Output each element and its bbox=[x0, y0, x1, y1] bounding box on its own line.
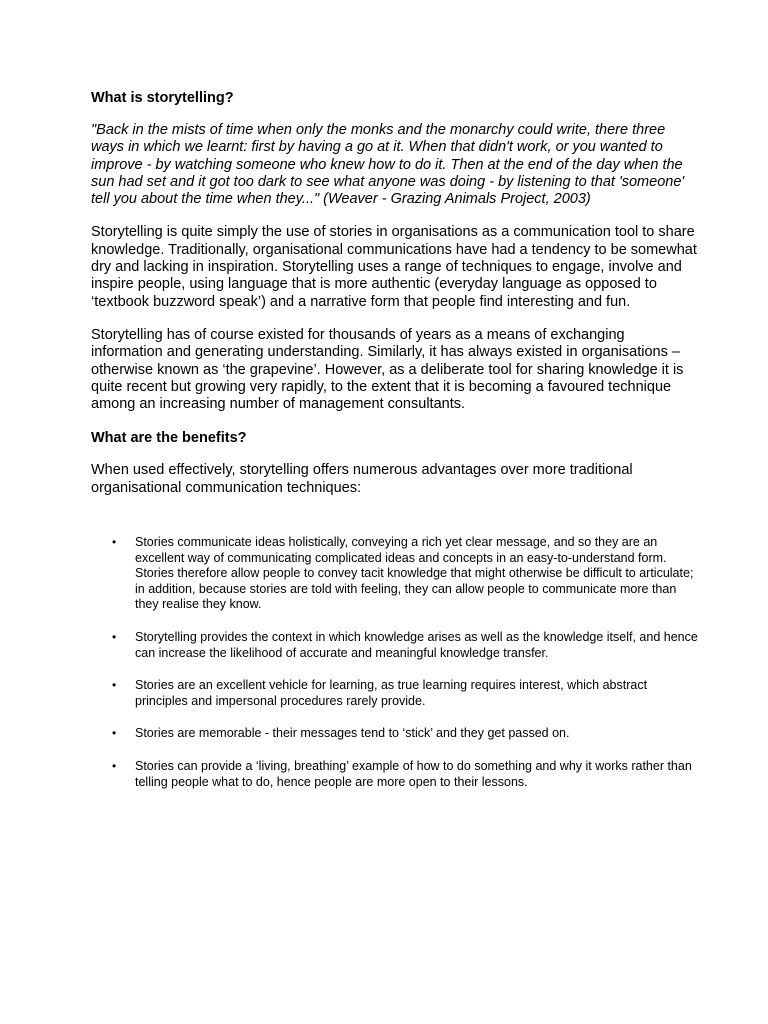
paragraph-advantages-intro: When used effectively, storytelling offers numerous advantages over more traditional organisational communication techniques: bbox=[91, 462, 633, 496]
list-item bbox=[91, 630, 698, 661]
paragraph-definition: Storytelling is quite simply the use of stories in organisations as a communication tool to share knowledge. Traditionally, organisational communications have had a tendency to be somewhat dry and lacking in inspiration. Storytelling uses a range of techniques to engage, involve and inspire people, using language that is more authentic (everyday language as opposed to ‘textbook buzzword speak’) and a narrative form that people find interesting and fun. bbox=[91, 224, 697, 310]
bullet-icon: • bbox=[112, 678, 117, 693]
list-item bbox=[91, 759, 698, 790]
list-item-text: Stories are memorable - their messages tend to ‘stick’ and they get passed on. bbox=[135, 726, 570, 741]
list-item-text: Stories communicate ideas holistically, conveying a rich yet clear message, and so they are an excellent way of communicating complicated ideas and concepts in an easy-to-understand form. Stories therefore allow people to convey tacit knowledge that might otherwise be difficult to articulate; in addition, because stories are told with feeling, they can allow people to communicate more than they realise they know. bbox=[135, 535, 694, 612]
list-item bbox=[91, 678, 698, 709]
intro-quote: "Back in the mists of time when only the monks and the monarchy could write, there three ways in which we learnt: first by having a go at it. When that didn't work, or you wanted to improve - by watching someone who knew how to do it. Then at the end of the day when the sun had set and it got too dark to see what anyone was doing - by listening to that 'someone' tell you about the time when they..." (Weaver - Grazing Animals Project, 2003) bbox=[91, 122, 685, 208]
list-item bbox=[91, 726, 698, 742]
bullet-icon: • bbox=[112, 535, 117, 550]
bullet-icon: • bbox=[112, 726, 117, 741]
bullet-icon: • bbox=[112, 758, 117, 773]
list-item-text: Storytelling provides the context in which knowledge arises as well as the knowledge itself, and hence can increase the likelihood of accurate and meaningful knowledge transfer. bbox=[135, 630, 698, 660]
heading-benefits: What are the benefits? bbox=[91, 430, 247, 447]
heading-what-is-storytelling: What is storytelling? bbox=[91, 90, 234, 106]
benefits-list bbox=[91, 535, 698, 790]
list-item bbox=[91, 535, 698, 613]
paragraph-history: Storytelling has of course existed for thousands of years as a means of exchanging information and generating understanding. Similarly, it has always existed in organisations – otherwise known as ‘the grapevine’. However, as a deliberate tool for sharing knowledge it is quite recent but growing very rapidly, to the extent that it is becoming a favoured technique among an increasing number of management consultants. bbox=[91, 326, 684, 413]
list-item-text: Stories are an excellent vehicle for learning, as true learning requires interest, which abstract principles and impersonal procedures rarely provide. bbox=[135, 678, 648, 708]
bullet-icon: • bbox=[112, 630, 117, 645]
list-item-text: Stories can provide a ‘living, breathing’ example of how to do something and why it works rather than telling people what to do, hence people are more open to their lessons. bbox=[135, 758, 692, 789]
